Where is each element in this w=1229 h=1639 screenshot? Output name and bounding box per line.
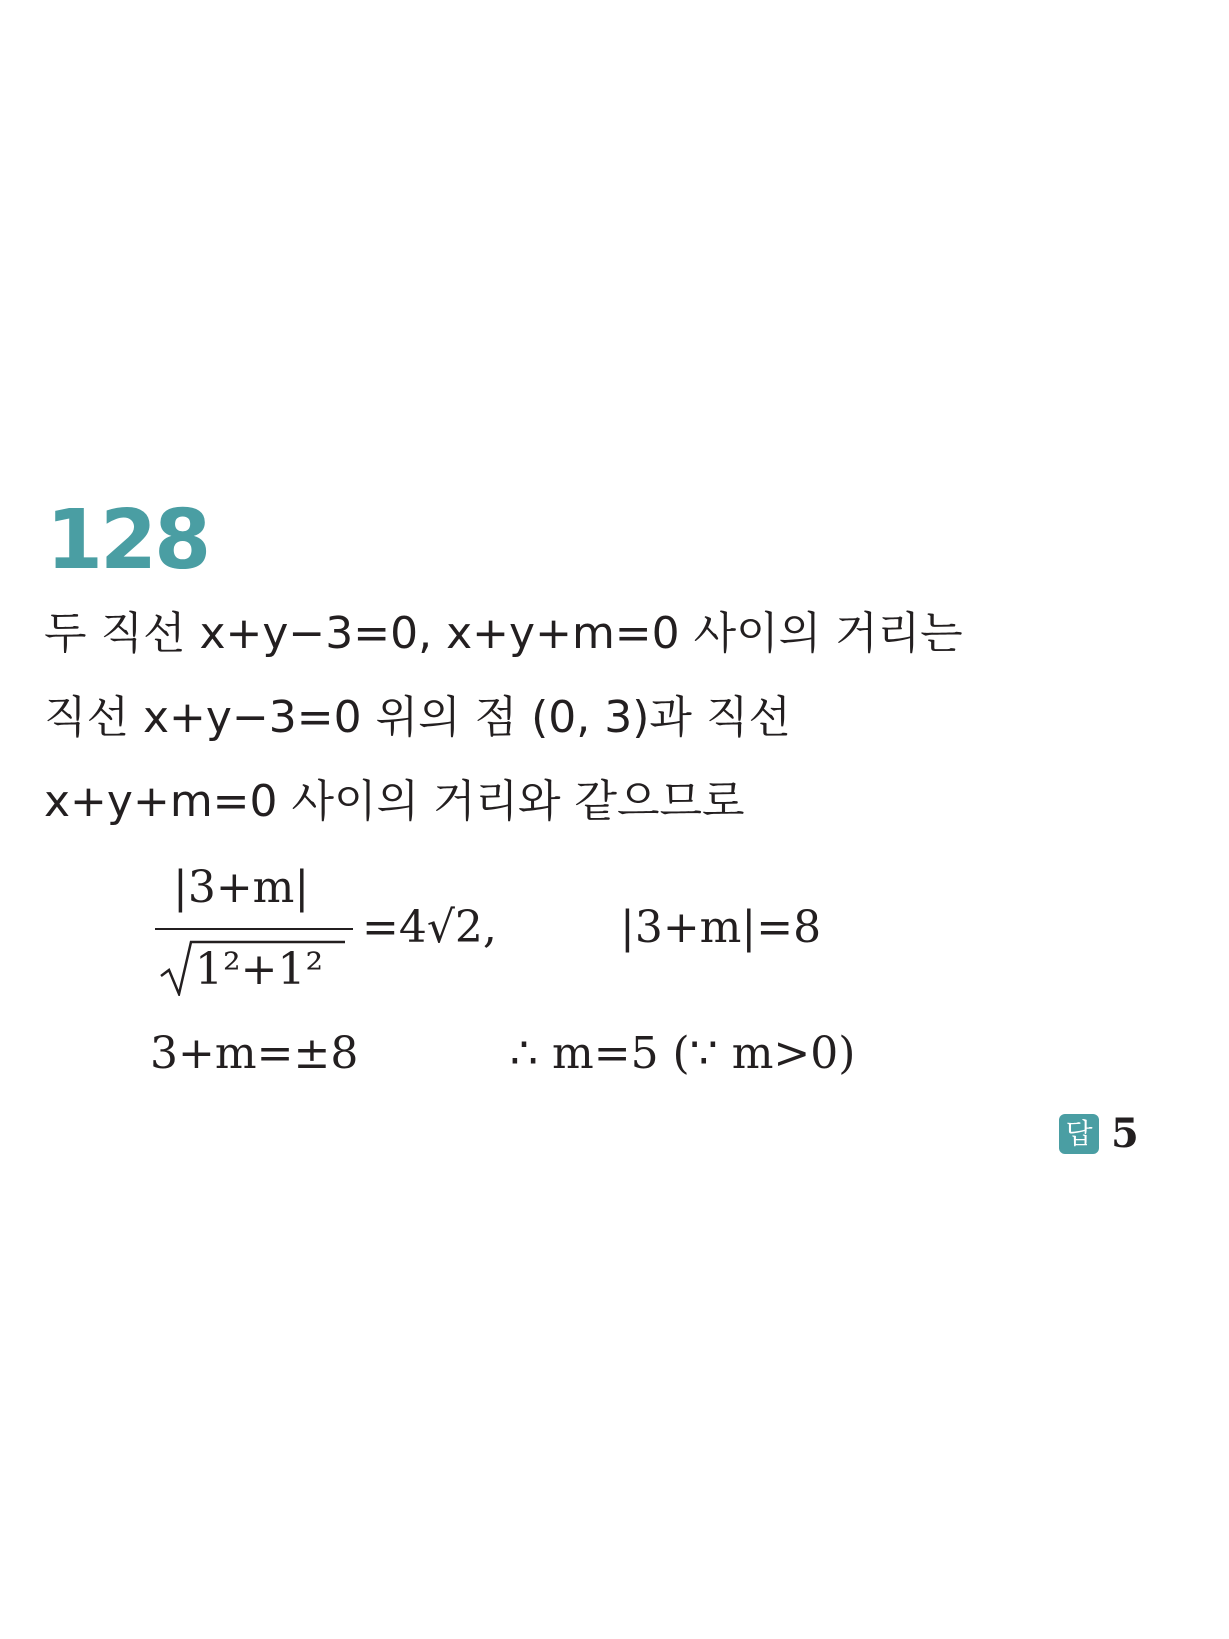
answer [1059,1110,1139,1157]
equation-row-2-right: ∴ m=5 (∵ m>0) [510,1028,856,1079]
answer-value: 5 [1111,1110,1139,1157]
answer-badge: 답 [1059,1114,1099,1154]
fraction-denominator [155,936,355,996]
fraction-numerator: |3+m| [173,862,310,913]
fraction-bar [155,928,353,930]
equation-rhs-1: =4√2, [362,902,497,953]
solution-line-3: x+y+m=0 사이의 거리와 같으므로 [44,776,745,827]
equation-row-2-left: 3+m=±8 [150,1028,359,1079]
equation-rhs-2: |3+m|=8 [620,902,822,953]
problem-number: 128 [46,493,209,588]
distance-fraction [155,862,355,996]
denominator-text: 1²+1² [195,944,324,995]
solution-line-2: 직선 x+y−3=0 위의 점 (0, 3)과 직선 [44,692,791,743]
solution-line-1: 두 직선 x+y−3=0, x+y+m=0 사이의 거리는 [44,608,963,659]
